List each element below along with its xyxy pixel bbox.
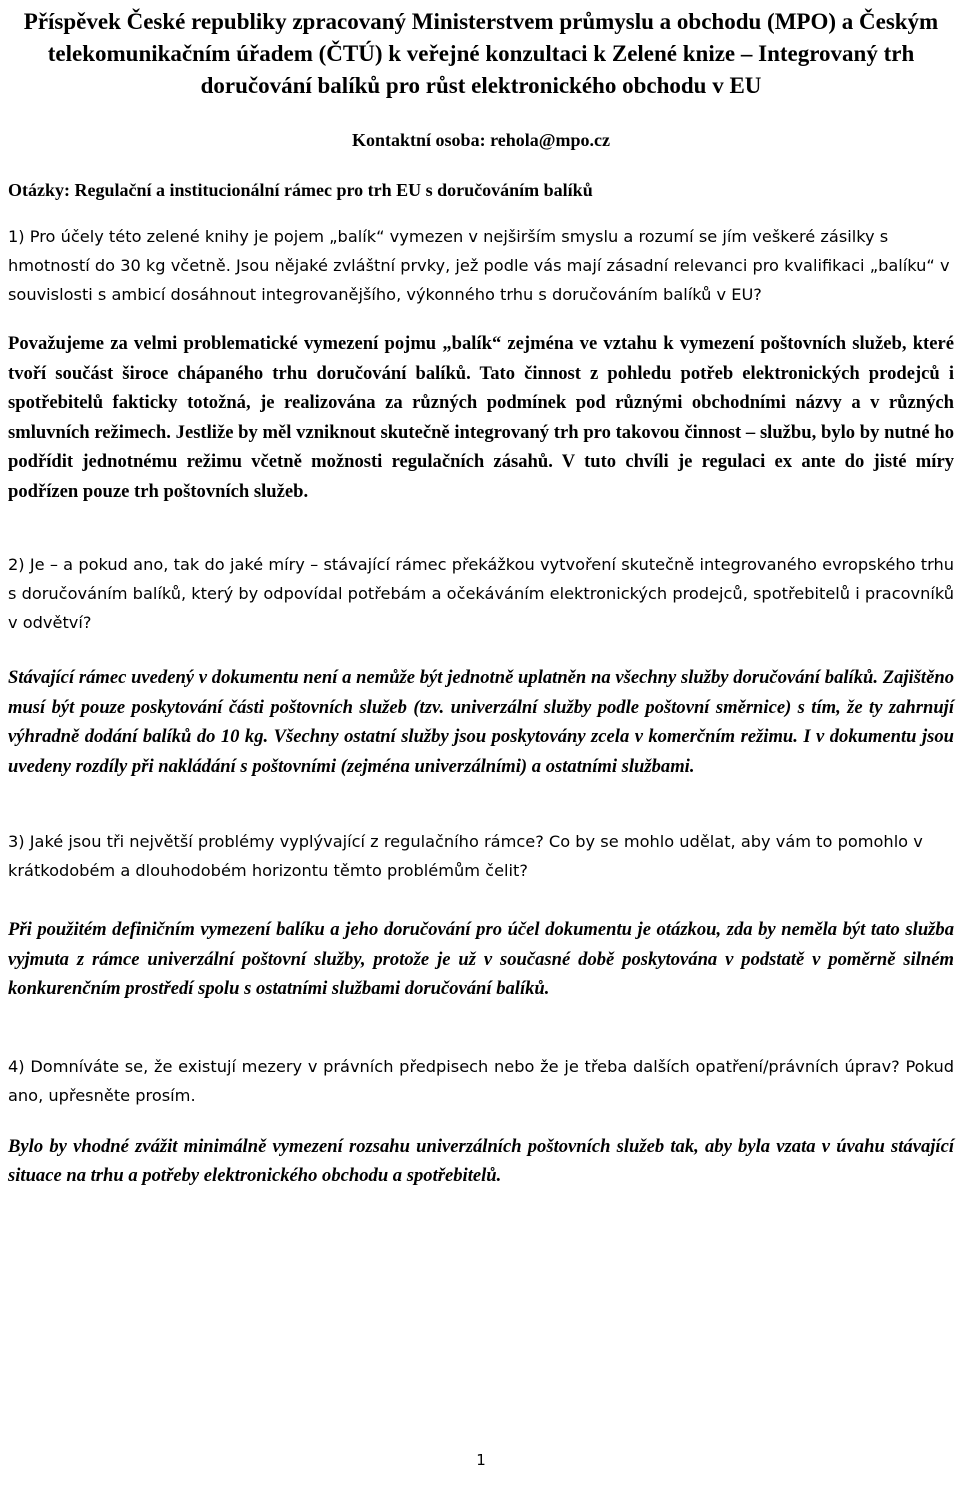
question-2: 2) Je – a pokud ano, tak do jaké míry – stávající rámec překážkou vytvoření skutečně integrovaného evropského trhu s doručováním balíků, který by odpovídal potřebám a očekáváním elektronických prodejců, spotřebitelů i pracovníků v odvětví? xyxy=(8,555,954,632)
answer-1: Považujeme za velmi problematické vymezení pojmu „balík“ zejména ve vztahu k vymezení poštovních služeb, které tvoří součást široce chápaného trhu doručování balíků. Tato činnost z pohledu potřeb elektronických prodejců i spotřebitelů fakticky totožná, je realizována za různých podmínek pod různými obchodními názvy a v různých smluvních režimech. Jestliže by měl vzniknout skutečně integrovaný trh pro takovou činnost – službu, bylo by nutné ho podřídit jednotnému režimu včetně možnosti regulačních zásahů. V tuto chvíli je regulaci ex ante do jisté míry podřízen pouze trh poštovních služeb. xyxy=(8,333,954,502)
answer-3: Při použitém definičním vymezení balíku a jeho doručování pro účel dokumentu je otázkou, zda by neměla být tato služba vyjmuta z rámce univerzální poštovní služby, protože je už v současné době poskytována v podstatě v poměrně silném konkurenčním prostředí spolu s ostatními službami doručování balíků. xyxy=(8,919,954,999)
section-heading: Otázky: Regulační a institucionální rámec pro trh EU s doručováním balíků xyxy=(8,180,593,200)
question-4: 4) Domníváte se, že existují mezery v právních předpisech nebo že je třeba dalších opatření/právních úprav? Pokud ano, upřesněte prosím. xyxy=(8,1056,954,1105)
document-title: Příspěvek České republiky zpracovaný Ministerstvem průmyslu a obchodu (MPO) a Českým telekomunikačním úřadem (ČTÚ) k veřejné konzultaci k Zelené knize – Integrovaný trh doručování balíků pro růst elektronického obchodu v EU xyxy=(23,9,939,98)
answer-2: Stávající rámec uvedený v dokumentu není a nemůže být jednotně uplatněn na všechny služby doručování balíků. Zajištěno musí být pouze poskytování části poštovních služeb (tzv. univerzální služby podle poštovní směrnice) s tím, že ty zahrnují výhradně dodání balíků do 10 kg. Všechny ostatní služby jsou poskytovány zcela v komerčním režimu. I v dokumentu jsou uvedeny rozdíly při nakládání s poštovními (zejména univerzálními) a ostatními službami. xyxy=(8,667,954,777)
document-page xyxy=(8,0,954,1488)
page-number: 1 xyxy=(476,1451,486,1469)
contact-person: Kontaktní osoba: rehola@mpo.cz xyxy=(352,130,610,150)
question-3: 3) Jaké jsou tři největší problémy vyplývající z regulačního rámce? Co by se mohlo udělat, aby vám to pomohlo v krátkodobém a dlouhodobém horizontu těmto problémům čelit? xyxy=(8,832,923,880)
answer-4: Bylo by vhodné zvážit minimálně vymezení rozsahu univerzálních poštovních služeb tak, aby byla vzata v úvahu stávající situace na trhu a potřeby elektronického obchodu a spotřebitelů. xyxy=(8,1135,954,1186)
question-1: 1) Pro účely této zelené knihy je pojem „balík“ vymezen v nejširším smyslu a rozumí se jím veškeré zásilky s hmotností do 30 kg včetně. Jsou nějaké zvláštní prvky, jež podle vás mají zásadní relevanci pro kvalifikaci „balíku“ v souvislosti s ambicí dosáhnout integrovanějšího, výkonného trhu s doručováním balíků v EU? xyxy=(8,227,950,304)
